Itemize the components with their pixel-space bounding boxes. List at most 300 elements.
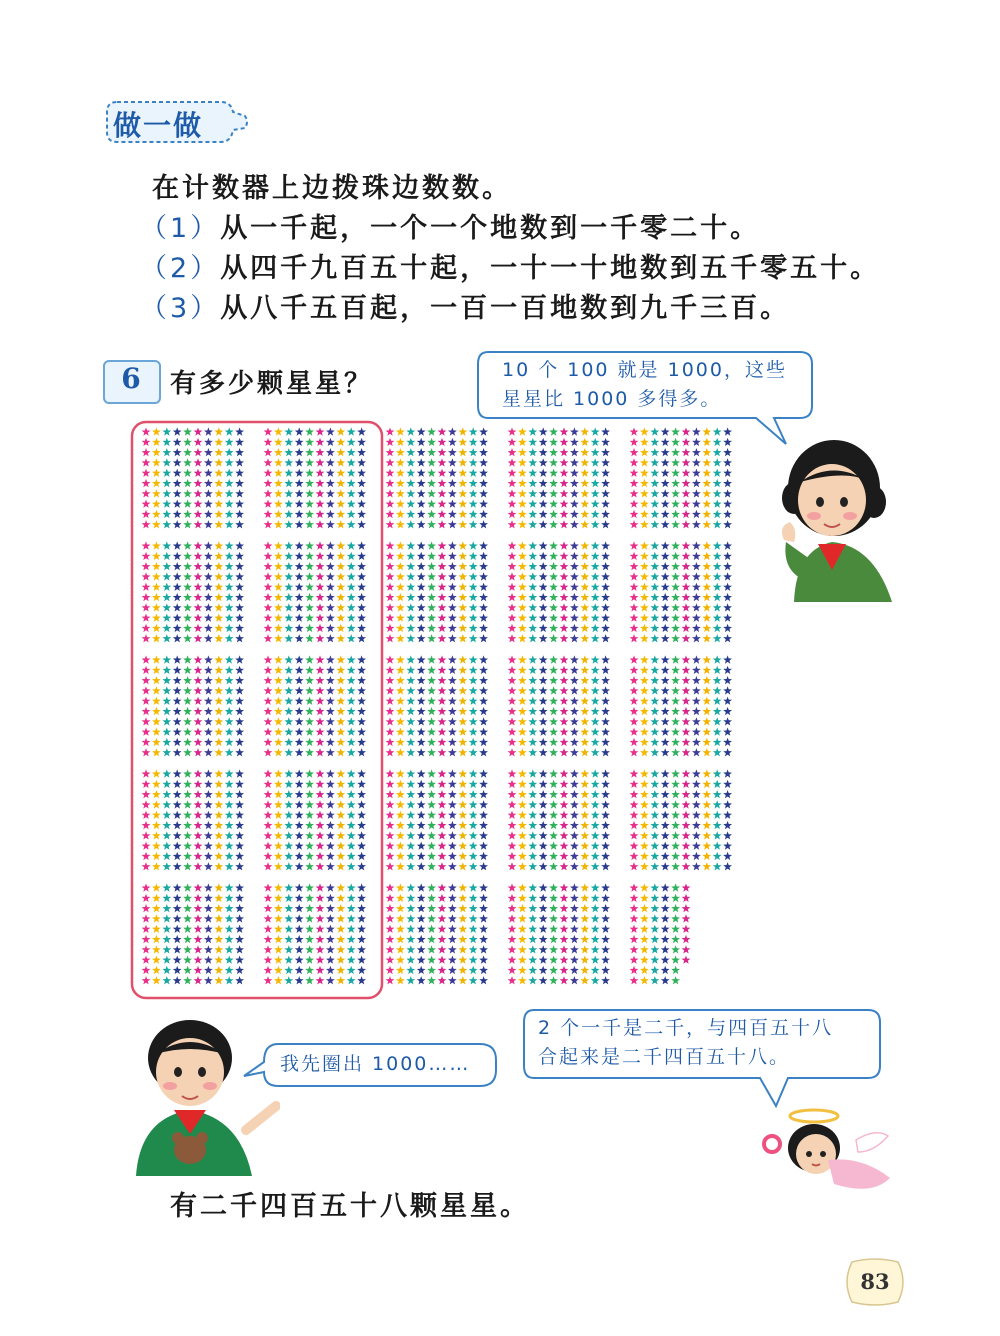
star bbox=[204, 831, 213, 839]
star bbox=[316, 479, 325, 487]
star bbox=[671, 748, 680, 756]
star bbox=[539, 935, 548, 943]
star bbox=[347, 448, 356, 456]
star bbox=[316, 541, 325, 549]
star bbox=[601, 603, 610, 611]
star bbox=[162, 469, 171, 477]
star bbox=[427, 593, 436, 601]
star bbox=[661, 479, 670, 487]
star bbox=[560, 634, 569, 642]
task-text: 从八千五百起，一百一百地数到九千三百。 bbox=[220, 293, 791, 324]
star bbox=[142, 624, 151, 632]
star bbox=[570, 614, 579, 622]
star bbox=[591, 489, 600, 497]
star bbox=[630, 831, 639, 839]
star bbox=[235, 904, 244, 912]
star bbox=[723, 811, 732, 819]
star bbox=[326, 552, 335, 560]
star bbox=[591, 572, 600, 580]
star bbox=[417, 593, 426, 601]
star bbox=[183, 562, 192, 570]
star bbox=[316, 552, 325, 560]
star bbox=[630, 811, 639, 819]
star bbox=[650, 676, 659, 684]
star bbox=[274, 666, 283, 674]
star bbox=[326, 572, 335, 580]
star bbox=[448, 676, 457, 684]
star bbox=[396, 479, 405, 487]
star bbox=[347, 925, 356, 933]
star bbox=[580, 438, 589, 446]
star bbox=[357, 831, 366, 839]
star bbox=[305, 438, 314, 446]
star bbox=[162, 925, 171, 933]
star bbox=[152, 438, 161, 446]
star bbox=[235, 438, 244, 446]
star bbox=[601, 935, 610, 943]
star bbox=[396, 821, 405, 829]
star bbox=[713, 748, 722, 756]
star bbox=[438, 780, 447, 788]
star bbox=[386, 748, 395, 756]
star bbox=[326, 593, 335, 601]
star bbox=[406, 676, 415, 684]
star bbox=[518, 945, 527, 953]
star bbox=[539, 790, 548, 798]
star bbox=[640, 790, 649, 798]
star bbox=[316, 945, 325, 953]
star bbox=[518, 427, 527, 435]
star bbox=[225, 583, 234, 591]
star bbox=[528, 458, 537, 466]
star bbox=[162, 914, 171, 922]
star bbox=[396, 500, 405, 508]
star bbox=[396, 562, 405, 570]
star bbox=[671, 831, 680, 839]
star bbox=[264, 883, 273, 891]
star bbox=[357, 438, 366, 446]
star bbox=[723, 614, 732, 622]
star bbox=[570, 541, 579, 549]
star bbox=[274, 707, 283, 715]
star bbox=[438, 427, 447, 435]
star bbox=[336, 811, 345, 819]
star bbox=[702, 686, 711, 694]
star bbox=[469, 686, 478, 694]
star bbox=[173, 914, 182, 922]
star bbox=[528, 728, 537, 736]
star bbox=[549, 707, 558, 715]
star bbox=[528, 676, 537, 684]
star bbox=[682, 438, 691, 446]
star bbox=[336, 956, 345, 964]
star bbox=[528, 624, 537, 632]
star bbox=[479, 966, 488, 974]
star bbox=[692, 603, 701, 611]
star bbox=[173, 707, 182, 715]
star bbox=[469, 552, 478, 560]
star bbox=[417, 852, 426, 860]
star bbox=[661, 469, 670, 477]
star bbox=[479, 914, 488, 922]
star bbox=[225, 914, 234, 922]
star bbox=[274, 717, 283, 725]
star bbox=[235, 976, 244, 984]
star bbox=[723, 541, 732, 549]
star bbox=[316, 520, 325, 528]
star bbox=[570, 655, 579, 663]
star bbox=[235, 583, 244, 591]
star bbox=[406, 489, 415, 497]
star bbox=[713, 427, 722, 435]
star bbox=[448, 976, 457, 984]
star bbox=[448, 769, 457, 777]
star bbox=[274, 541, 283, 549]
star bbox=[225, 945, 234, 953]
star bbox=[235, 894, 244, 902]
star bbox=[235, 780, 244, 788]
star bbox=[386, 728, 395, 736]
star bbox=[225, 966, 234, 974]
star bbox=[570, 956, 579, 964]
star bbox=[142, 976, 151, 984]
star bbox=[570, 469, 579, 477]
girl-bubble-line-2: 星星比 1000 多得多。 bbox=[502, 388, 722, 410]
star bbox=[458, 976, 467, 984]
star bbox=[448, 634, 457, 642]
star bbox=[235, 655, 244, 663]
star bbox=[152, 562, 161, 570]
star bbox=[284, 510, 293, 518]
star bbox=[173, 655, 182, 663]
star bbox=[316, 748, 325, 756]
star bbox=[326, 676, 335, 684]
star bbox=[305, 728, 314, 736]
star bbox=[438, 489, 447, 497]
star bbox=[458, 448, 467, 456]
star bbox=[528, 945, 537, 953]
star bbox=[142, 603, 151, 611]
star bbox=[713, 831, 722, 839]
star bbox=[702, 697, 711, 705]
star bbox=[274, 925, 283, 933]
star bbox=[142, 780, 151, 788]
star bbox=[528, 883, 537, 891]
star bbox=[235, 448, 244, 456]
star bbox=[142, 956, 151, 964]
star bbox=[528, 976, 537, 984]
star bbox=[601, 800, 610, 808]
star bbox=[650, 842, 659, 850]
star bbox=[528, 500, 537, 508]
star bbox=[427, 438, 436, 446]
star bbox=[438, 707, 447, 715]
star bbox=[448, 790, 457, 798]
star bbox=[580, 614, 589, 622]
star bbox=[682, 790, 691, 798]
star bbox=[204, 666, 213, 674]
star bbox=[274, 448, 283, 456]
star bbox=[284, 748, 293, 756]
star bbox=[204, 728, 213, 736]
star bbox=[580, 469, 589, 477]
star bbox=[692, 707, 701, 715]
star bbox=[570, 458, 579, 466]
star bbox=[469, 862, 478, 870]
star bbox=[671, 479, 680, 487]
star bbox=[173, 520, 182, 528]
star bbox=[235, 666, 244, 674]
star bbox=[264, 697, 273, 705]
star bbox=[438, 811, 447, 819]
star bbox=[723, 552, 732, 560]
star bbox=[640, 552, 649, 560]
star bbox=[152, 676, 161, 684]
star bbox=[235, 458, 244, 466]
star bbox=[347, 780, 356, 788]
star bbox=[357, 707, 366, 715]
star bbox=[469, 427, 478, 435]
star bbox=[305, 780, 314, 788]
star bbox=[264, 748, 273, 756]
star bbox=[580, 894, 589, 902]
star bbox=[152, 842, 161, 850]
star bbox=[357, 593, 366, 601]
star bbox=[204, 603, 213, 611]
star bbox=[438, 697, 447, 705]
star bbox=[713, 614, 722, 622]
star bbox=[194, 489, 203, 497]
star bbox=[204, 717, 213, 725]
star bbox=[173, 738, 182, 746]
star bbox=[508, 717, 517, 725]
star bbox=[508, 780, 517, 788]
star bbox=[549, 489, 558, 497]
star bbox=[640, 852, 649, 860]
star bbox=[591, 552, 600, 560]
star bbox=[671, 966, 680, 974]
star bbox=[406, 769, 415, 777]
star bbox=[448, 935, 457, 943]
star bbox=[357, 738, 366, 746]
star bbox=[723, 634, 732, 642]
star bbox=[438, 790, 447, 798]
star bbox=[194, 831, 203, 839]
star bbox=[357, 883, 366, 891]
star bbox=[386, 769, 395, 777]
star bbox=[152, 748, 161, 756]
star bbox=[479, 541, 488, 549]
star bbox=[539, 448, 548, 456]
star bbox=[438, 552, 447, 560]
star bbox=[316, 790, 325, 798]
star bbox=[560, 624, 569, 632]
star bbox=[183, 593, 192, 601]
star bbox=[162, 852, 171, 860]
star bbox=[469, 842, 478, 850]
star bbox=[580, 634, 589, 642]
star bbox=[274, 914, 283, 922]
star bbox=[671, 811, 680, 819]
star bbox=[591, 945, 600, 953]
star bbox=[713, 541, 722, 549]
star bbox=[284, 541, 293, 549]
star bbox=[173, 976, 182, 984]
star bbox=[295, 614, 304, 622]
star bbox=[448, 479, 457, 487]
star bbox=[214, 883, 223, 891]
star bbox=[702, 541, 711, 549]
star bbox=[682, 448, 691, 456]
star bbox=[601, 831, 610, 839]
star bbox=[406, 894, 415, 902]
star bbox=[295, 583, 304, 591]
star bbox=[152, 489, 161, 497]
star bbox=[479, 894, 488, 902]
star bbox=[469, 458, 478, 466]
star bbox=[702, 666, 711, 674]
star bbox=[549, 904, 558, 912]
star bbox=[479, 458, 488, 466]
star bbox=[204, 935, 213, 943]
star bbox=[225, 935, 234, 943]
star bbox=[152, 738, 161, 746]
star bbox=[479, 583, 488, 591]
star bbox=[152, 666, 161, 674]
star bbox=[357, 500, 366, 508]
star bbox=[438, 852, 447, 860]
star bbox=[591, 562, 600, 570]
star bbox=[162, 862, 171, 870]
star bbox=[357, 800, 366, 808]
star bbox=[539, 707, 548, 715]
star bbox=[448, 738, 457, 746]
star bbox=[204, 707, 213, 715]
star bbox=[671, 904, 680, 912]
star bbox=[326, 956, 335, 964]
star bbox=[601, 697, 610, 705]
star bbox=[723, 520, 732, 528]
star bbox=[469, 966, 478, 974]
star bbox=[528, 479, 537, 487]
star bbox=[528, 811, 537, 819]
star bbox=[661, 500, 670, 508]
star bbox=[316, 624, 325, 632]
star bbox=[458, 811, 467, 819]
star bbox=[386, 842, 395, 850]
star bbox=[274, 780, 283, 788]
star bbox=[194, 821, 203, 829]
star bbox=[591, 686, 600, 694]
star bbox=[601, 562, 610, 570]
star bbox=[214, 925, 223, 933]
star bbox=[225, 956, 234, 964]
star bbox=[417, 748, 426, 756]
star bbox=[692, 624, 701, 632]
star bbox=[274, 956, 283, 964]
star bbox=[479, 438, 488, 446]
star bbox=[142, 479, 151, 487]
star bbox=[417, 800, 426, 808]
star bbox=[650, 666, 659, 674]
star bbox=[417, 479, 426, 487]
star bbox=[438, 438, 447, 446]
star bbox=[438, 562, 447, 570]
star bbox=[528, 489, 537, 497]
star bbox=[264, 717, 273, 725]
star bbox=[580, 769, 589, 777]
star bbox=[650, 956, 659, 964]
star bbox=[570, 624, 579, 632]
star bbox=[264, 624, 273, 632]
star bbox=[235, 676, 244, 684]
star bbox=[713, 593, 722, 601]
star bbox=[152, 697, 161, 705]
star bbox=[650, 697, 659, 705]
star bbox=[692, 862, 701, 870]
star bbox=[264, 520, 273, 528]
star bbox=[406, 945, 415, 953]
star bbox=[549, 956, 558, 964]
star bbox=[661, 562, 670, 570]
star bbox=[347, 655, 356, 663]
star bbox=[518, 562, 527, 570]
star bbox=[591, 510, 600, 518]
star bbox=[661, 769, 670, 777]
star bbox=[560, 956, 569, 964]
star bbox=[214, 469, 223, 477]
star bbox=[528, 842, 537, 850]
star bbox=[214, 500, 223, 508]
star bbox=[640, 831, 649, 839]
star bbox=[713, 666, 722, 674]
star bbox=[162, 894, 171, 902]
star bbox=[235, 707, 244, 715]
star bbox=[601, 614, 610, 622]
star bbox=[427, 831, 436, 839]
star bbox=[427, 935, 436, 943]
star bbox=[183, 500, 192, 508]
star bbox=[386, 976, 395, 984]
star bbox=[326, 655, 335, 663]
star bbox=[194, 904, 203, 912]
star bbox=[671, 427, 680, 435]
star bbox=[316, 562, 325, 570]
star bbox=[650, 717, 659, 725]
star bbox=[183, 448, 192, 456]
star bbox=[539, 469, 548, 477]
star bbox=[295, 811, 304, 819]
star bbox=[570, 500, 579, 508]
star bbox=[723, 686, 732, 694]
star bbox=[682, 552, 691, 560]
star bbox=[204, 769, 213, 777]
star bbox=[723, 862, 732, 870]
star bbox=[601, 593, 610, 601]
star bbox=[284, 914, 293, 922]
star bbox=[235, 883, 244, 891]
star bbox=[162, 583, 171, 591]
star bbox=[508, 831, 517, 839]
star bbox=[508, 562, 517, 570]
star bbox=[508, 842, 517, 850]
star bbox=[417, 469, 426, 477]
star bbox=[417, 520, 426, 528]
star bbox=[406, 603, 415, 611]
star bbox=[692, 728, 701, 736]
star bbox=[549, 769, 558, 777]
star bbox=[671, 800, 680, 808]
